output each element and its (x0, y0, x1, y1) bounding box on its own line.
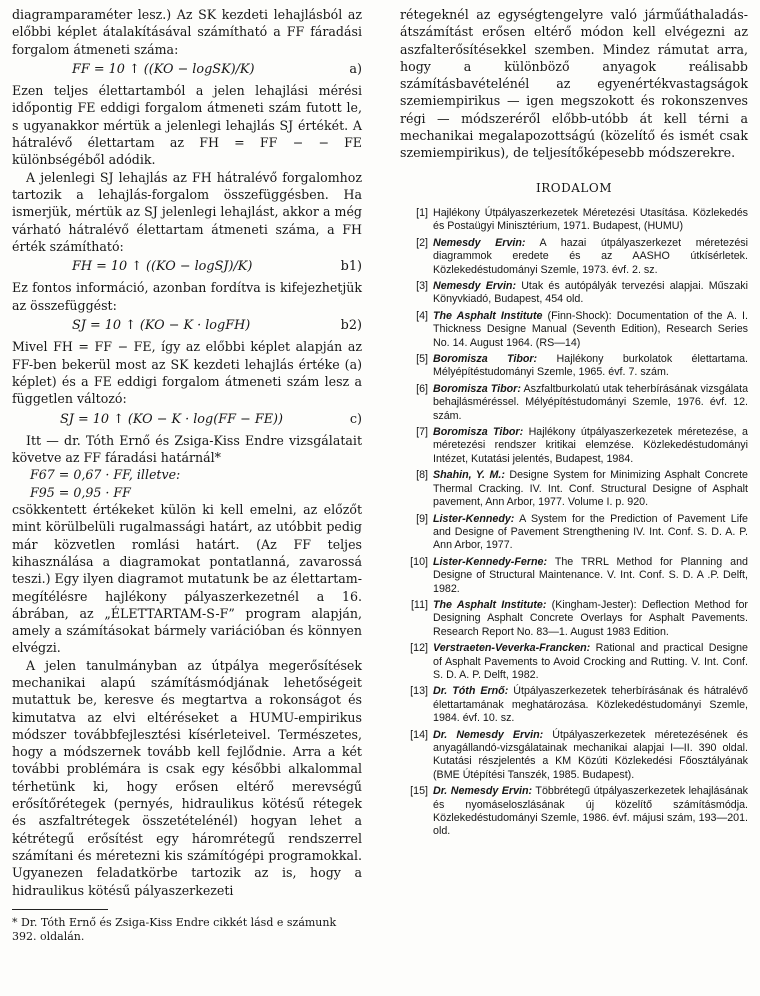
reference-item (400, 383, 748, 423)
reference-text (433, 685, 748, 725)
reference-text (433, 237, 748, 277)
reference-author: Dr. Nemesdy Ervin: (433, 728, 544, 741)
reference-item (400, 207, 748, 234)
reference-body: Hajlékony útpályaszerkezetek méretezése, a méretezési rendszer kritikai elemzése. Közlekedéstudományi Intézet, Kutatási jelentés, Budapest, 1984. (433, 426, 748, 465)
paragraph-continued: rétegeknél az egységtengelyre való járműáthaladás-átszámítást erősen eltérő módon kell elvégezni az aszfalterősítésekkel szemben. Mindez rámutat arra, hogy a különböző anyagok reálisabb számításbavételénél az egyenértékvastagságok szemiempirikus — igen megszokott és rokonszenves régi — módszeréről előbb-utóbb át kell térni a mechanikai megalapozottságú (közelítő és ismét csak szemiempirikus), de teljesítőképesebb módszerekre. (400, 7, 748, 161)
reference-number: [6] (416, 382, 428, 395)
reference-text (433, 729, 748, 783)
paragraph-7: csökkentett értékeket külön ki kell emelni, az előzőt mint körülbelüli rugalmassági határt, az utóbbit pedig már közvetlen romlási határt. (Az FF teljes kihasználása a diagramokat pontatlanná, zavarossá teszi.) Egy ilyen diagramot mutatunk be az élettartam-megítélésre hajlékony pályaszerkezetnél a 16. ábrában, az „ÉLETTARTAM-S-F” program alapján, amely a számításokat bármely variációban és könnyen elvégzi. (12, 502, 362, 656)
formula-c-expression: SJ = 10 ↑ (KO − K · log(FF − FE)) (60, 411, 284, 427)
reference-body: (Finn-Shock): Documentation of the A. I. Thickness Designe Manual (Seventh Edition), Research Series No. 14. August 1964. (RS—14) (433, 309, 748, 349)
reference-number: [13] (410, 685, 428, 698)
paragraph-3: A jelenlegi SJ lehajlás az FH hátralévő forgalomhoz tartozik a lehajlás-forgalom összefüggésben. Ha ismerjük, mértük az SJ jelenlegi lehajlást, akkor a még várható hátralévő élettartam átmeneti száma, a FH érték számítható: (12, 169, 362, 254)
formula-a (12, 61, 362, 78)
references-list (400, 207, 748, 839)
reference-body: The TRRL Method for Planning and Designe of Structural Maintenance. V. Int. Conf. S. D. A .P. Delft, 1982. (433, 555, 748, 595)
reference-author: Nemesdy Ervin: (433, 236, 526, 249)
formula-a-label: a) (349, 61, 362, 77)
formula-c (12, 411, 362, 428)
reference-author: Dr. Nemesdy Ervin: (433, 785, 533, 798)
formula-b2-expression: SJ = 10 ↑ (KO − K · logFH) (72, 318, 251, 334)
reference-author: The Asphalt Institute: (433, 598, 547, 611)
reference-body: Aszfaltburkolatú utak teherbírásának vizsgálata behajlásméréssel. Mélyépítéstudományi Szemle, 1976. évf. 12. szám. (433, 382, 749, 422)
reference-item (400, 599, 748, 639)
reference-number: [5] (416, 353, 428, 366)
reference-text (433, 207, 748, 234)
reference-number: [11] (410, 598, 428, 611)
reference-number: [4] (416, 309, 428, 322)
formula-b2 (12, 317, 362, 334)
reference-number: [9] (416, 512, 428, 525)
reference-item (400, 353, 748, 380)
reference-number: [14] (410, 728, 428, 741)
reference-body: Hajlékony Útpályaszerkezetek Méretezési Utasítása. Közlekedés és Postaügyi Minisztérium, 1971. Budapest, (HUMU) (433, 206, 748, 233)
reference-item (400, 513, 748, 553)
reference-item (400, 426, 748, 466)
reference-number: [12] (410, 642, 428, 655)
reference-number: [7] (416, 426, 428, 439)
reference-text (433, 353, 748, 380)
reference-item (400, 280, 748, 307)
reference-body: A hazai útpályaszerkezet méretezési diagrammok eredete és az AASHO útkísérletek. Közlekedéstudományi Szemle, 1973. évf. 2. sz. (433, 236, 748, 276)
reference-number: [8] (416, 469, 428, 482)
reference-text (433, 469, 748, 509)
reference-text (433, 599, 748, 639)
reference-item (400, 785, 748, 839)
reference-text (433, 556, 748, 596)
references-heading: IRODALOM (536, 180, 612, 195)
reference-body: Utak és autópályák tervezési alapjai. Műszaki Könyvkiadó, Budapest, 454 old. (433, 280, 748, 306)
reference-text (433, 426, 748, 466)
reference-text (433, 785, 748, 839)
reference-number: [2] (416, 236, 428, 249)
right-column (400, 6, 748, 842)
reference-author: The Asphalt Institute (433, 309, 543, 322)
reference-author: Shahin, Y. M.: (433, 469, 505, 482)
reference-body: A System for the Prediction of Pavement Life and Designe of Pavement Strengthening IV. Int. Conf. S. D. A. P. Ann Arbor, 1977. (433, 512, 748, 552)
reference-number: [10] (410, 555, 428, 568)
reference-author: Lister-Kennedy-Ferne: (433, 555, 548, 568)
formula-f67: F67 = 0,67 · FF, illetve: (30, 467, 181, 483)
reference-body: Designe System for Minimizing Asphalt Concrete Thermal Cracking. IV. Int. Conf. Structural Designe of Asphalt pavement, Ann Arbor, 1977. Volume I. p. 920. (433, 469, 748, 509)
paragraph-4: Ez fontos információ, azonban fordítva is kifejezhetjük az összefüggést: (12, 280, 362, 313)
formula-f95: F95 = 0,95 · FF (30, 484, 131, 500)
paragraph-5: Mivel FH = FF − FE, így az előbbi képlet alapján az FF-ben bekerül most az SK kezdeti lehajlás értéke (a) képlet) és a FE eddigi forgalom átmeneti szám lesz a független változó: (12, 339, 362, 407)
formula-b1-expression: FH = 10 ↑ ((KO − logSJ)/K) (72, 259, 253, 275)
reference-item (400, 642, 748, 682)
reference-body: Többrétegű útpályaszerkezetek lehajlásának és nyomáseloszlásának új közelítő számításmódja. Közlekedéstudományi Szemle, 1986. évf. májusi szám, 193—201. old. (433, 785, 749, 838)
reference-author: Lister-Kennedy: (433, 512, 515, 525)
reference-author: Boromisza Tibor: (433, 353, 538, 366)
reference-number: [1] (416, 206, 428, 219)
footnote-divider (12, 909, 108, 910)
reference-item (400, 685, 748, 725)
reference-body: Útpályaszerkezetek méretezésének és anyagállandó-vizsgálatainak mechanikai alapjai I—II. 390 oldal. Kutatási részjelentés a KM Közúti Közlekedési Főosztályának (BME Útépítési Tanszék, 1985. Budapest). (433, 728, 748, 781)
reference-author: Boromisza Tibor: (433, 426, 524, 439)
reference-item (400, 469, 748, 509)
reference-text (433, 310, 748, 350)
reference-item (400, 237, 748, 277)
reference-text (433, 383, 748, 423)
formula-c-label: c) (349, 411, 362, 427)
reference-item (400, 310, 748, 350)
reference-text (433, 513, 748, 553)
footnote: * Dr. Tóth Ernő és Zsiga-Kiss Endre cikkét lásd e számunk 392. oldalán. (12, 915, 337, 943)
reference-author: Nemesdy Ervin: (433, 280, 517, 292)
reference-number: [3] (416, 280, 428, 292)
reference-number: [15] (410, 785, 428, 798)
paragraph-6: Itt — dr. Tóth Ernő és Zsiga-Kiss Endre vizsgálatait követve az FF fáradási határnál* (12, 432, 362, 466)
left-column (12, 6, 362, 944)
reference-item (400, 556, 748, 596)
paragraph-8: A jelen tanulmányban az útpálya megerősítések mechanikai alapú számításmódjának lehetőségeit mutattuk be, keresve és megtartva a rokonságot és kimutatva az elvi eltéréseket a HUMU-empirikus módszer továbbfejlesztési kísérleteivel. Természetes, hogy a módszernek tovább kell fejlődnie. Arra a két további problémára is csak egy későbbi alkalommal térhetünk ki, hogy erősen eltérő merevségű erősítőrétegek (pernyés, hidraulikus kötésű rétegek és aszfaltrétegek összetételénél) hogyan lehet a kétrétegű erősítést egy háromrétegű rendszerrel számítani és méretezni kis számítógépi programokkal. Ugyanezen feladatkörbe tartozik az is, hogy a hidraulikus kötésű pályaszerkezeti (12, 657, 362, 898)
reference-body: Hajlékony burkolatok élettartama. Mélyépítéstudományi Szemle, 1965. évf. 7. szám. (433, 353, 748, 379)
reference-author: Dr. Tóth Ernő: (433, 685, 509, 698)
reference-body: Útpályaszerkezetek teherbírásának és hátralévő élettartamának meghatározása. Közlekedéstudományi Szemle, 1984. évf. 10. sz. (433, 685, 748, 725)
formula-b1-label: b1) (340, 259, 362, 275)
formula-b1 (12, 258, 362, 275)
reference-text (433, 280, 748, 307)
reference-item (400, 729, 748, 783)
formula-a-expression: FF = 10 ↑ ((KO − logSK)/K) (72, 61, 255, 77)
formula-b2-label: b2) (340, 318, 362, 334)
reference-author: Verstraeten-Veverka-Francken: (433, 642, 591, 655)
reference-text (433, 642, 748, 682)
reference-body: Rational and practical Designe of Asphalt Pavements to Avoid Crocking and Rutting. V. Int. Conf. S. D. A. P. Delft, 1982. (433, 642, 748, 681)
paragraph-1: diagramparaméter lesz.) Az SK kezdeti lehajlásból az előbbi képlet átalakításával számítható a FF fáradási forgalom átmeneti száma: (12, 7, 362, 57)
paragraph-2: Ezen teljes élettartamból a jelen lehajlási mérési időpontig FE eddigi forgalom átmeneti szám futott le, s ugyanakkor mértük a jelenlegi lehajlás SJ értékét. A hátralévő élettartam az FH = FF − − FE különbségéből adódik. (12, 83, 362, 168)
reference-body: (Kingham-Jester): Deflection Method for Designing Asphalt Concrete Overlays for Asphalt Pavements. Research Report No. 83—1. August 1983 Edition. (433, 598, 748, 638)
reference-author: Boromisza Tibor: (433, 382, 521, 395)
